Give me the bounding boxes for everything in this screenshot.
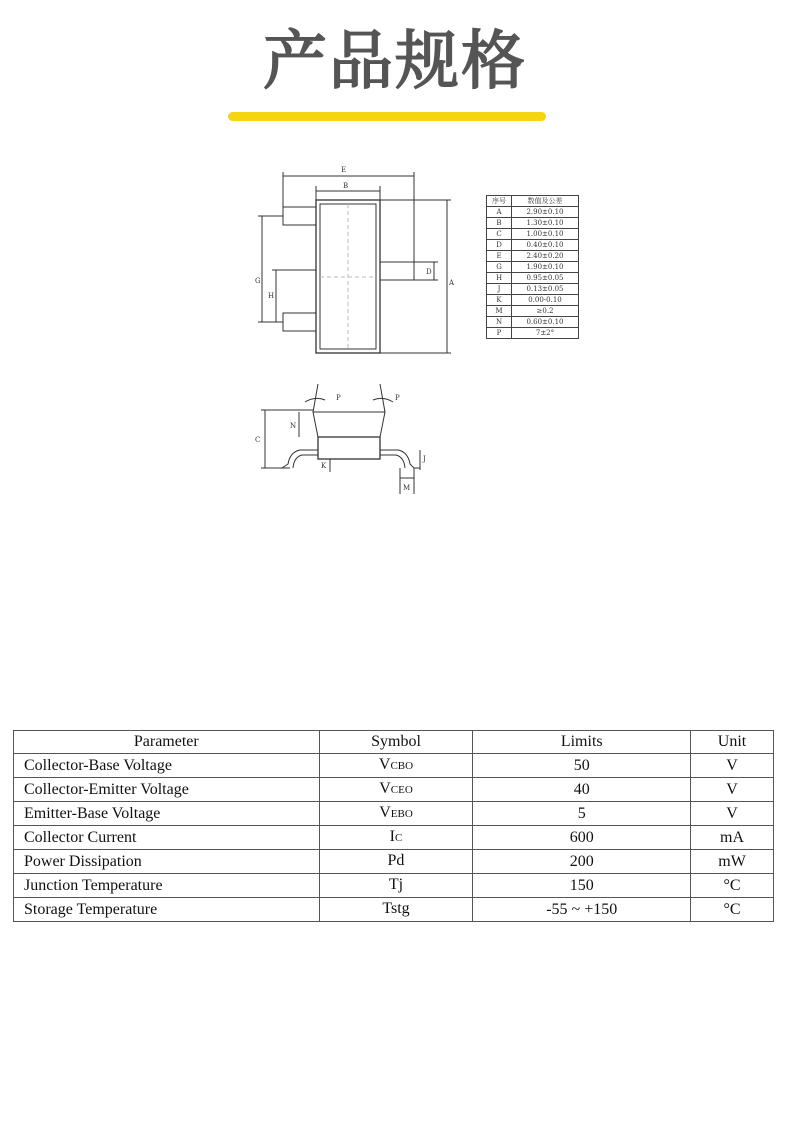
spec-parameter: Collector-Emitter Voltage: [14, 778, 320, 802]
spec-symbol: [319, 874, 473, 898]
page-title: 产品规格: [263, 25, 527, 99]
dimension-key: B: [487, 218, 512, 229]
dim-label-g: G: [255, 277, 261, 285]
dim-label-c: C: [255, 436, 261, 444]
spec-row: [14, 778, 774, 802]
dim-label-p-right: P: [395, 394, 400, 402]
spec-parameter: Junction Temperature: [14, 874, 320, 898]
spec-symbol-main: Tj: [388, 876, 404, 893]
spec-unit: mW: [691, 850, 774, 874]
dimension-key: D: [487, 240, 512, 251]
spec-symbol-main: I: [389, 828, 395, 845]
dim-label-a: A: [449, 279, 455, 287]
spec-symbol: [319, 754, 473, 778]
header-unit: Unit: [691, 731, 774, 754]
spec-unit: V: [691, 802, 774, 826]
spec-row: [14, 826, 774, 850]
spec-limits: 40: [473, 778, 691, 802]
spec-limits: 50: [473, 754, 691, 778]
dim-label-e: E: [341, 166, 347, 174]
spec-limits: 5: [473, 802, 691, 826]
dimension-value: 1.00±0.10: [512, 229, 579, 240]
dimension-table-header: [487, 196, 579, 207]
spec-symbol-subscript: C: [394, 832, 403, 844]
dimension-value: 1.90±0.10: [512, 262, 579, 273]
dimension-table: [486, 195, 579, 339]
spec-row: [14, 850, 774, 874]
dimension-row: [487, 295, 579, 306]
specification-table: [13, 730, 774, 922]
dimension-row: [487, 328, 579, 339]
dimension-key: G: [487, 262, 512, 273]
dimension-header-key: 序号: [487, 196, 512, 207]
dimension-key: A: [487, 207, 512, 218]
dimension-value: 0.95±0.05: [512, 273, 579, 284]
spec-limits: -55 ~ +150: [473, 898, 691, 922]
spec-limits: 600: [473, 826, 691, 850]
spec-symbol-main: V: [379, 780, 391, 797]
spec-unit: V: [691, 754, 774, 778]
dimension-key: M: [487, 306, 512, 317]
spec-unit: °C: [691, 898, 774, 922]
dimension-key: P: [487, 328, 512, 339]
dim-label-m: M: [403, 484, 411, 492]
spec-parameter: Collector Current: [14, 826, 320, 850]
spec-symbol-subscript: CBO: [390, 760, 414, 772]
spec-row: [14, 898, 774, 922]
spec-symbol-main: Pd: [387, 852, 405, 869]
dimension-row: [487, 262, 579, 273]
spec-parameter: Collector-Base Voltage: [14, 754, 320, 778]
dimension-value: 2.90±0.10: [512, 207, 579, 218]
spec-parameter: Emitter-Base Voltage: [14, 802, 320, 826]
dimension-row: [487, 218, 579, 229]
spec-symbol-main: Tstg: [382, 900, 410, 917]
dimension-key: N: [487, 317, 512, 328]
spec-parameter: Storage Temperature: [14, 898, 320, 922]
spec-limits: 200: [473, 850, 691, 874]
dimension-value: 7±2°: [512, 328, 579, 339]
dimension-key: J: [487, 284, 512, 295]
spec-unit: V: [691, 778, 774, 802]
dimension-row: [487, 229, 579, 240]
dimension-value: 1.30±0.10: [512, 218, 579, 229]
dimension-row: [487, 317, 579, 328]
dimension-row: [487, 306, 579, 317]
header-symbol: Symbol: [319, 731, 473, 754]
dimension-value: 0.40±0.10: [512, 240, 579, 251]
dimension-row: [487, 207, 579, 218]
dimension-value: 0.60±0.10: [512, 317, 579, 328]
dimension-key: E: [487, 251, 512, 262]
spec-symbol: [319, 850, 473, 874]
spec-symbol: [319, 802, 473, 826]
dimension-value: 0.13±0.05: [512, 284, 579, 295]
spec-symbol-main: V: [378, 756, 391, 773]
dimension-header-value: 数值及公差: [512, 196, 579, 207]
dimension-value: 2.40±0.20: [512, 251, 579, 262]
spec-unit: °C: [691, 874, 774, 898]
spec-parameter: Power Dissipation: [14, 850, 320, 874]
spec-row: [14, 754, 774, 778]
dimension-key: H: [487, 273, 512, 284]
spec-symbol: [319, 826, 473, 850]
package-outline-drawing: [0, 0, 790, 520]
dimension-key: K: [487, 295, 512, 306]
spec-symbol-main: V: [379, 804, 391, 821]
dim-label-j: J: [423, 455, 426, 463]
dim-label-h: H: [268, 292, 275, 300]
header-limits: Limits: [473, 731, 691, 754]
spec-row: [14, 874, 774, 898]
dimension-row: [487, 284, 579, 295]
dimension-row: [487, 273, 579, 284]
dim-label-k: K: [321, 462, 327, 470]
spec-symbol-subscript: CEO: [390, 784, 413, 796]
dim-label-p-left: P: [336, 394, 341, 402]
dimension-value: 0.00-0.10: [512, 295, 579, 306]
top-view: [258, 172, 451, 353]
dimension-key: C: [487, 229, 512, 240]
spec-symbol: [319, 898, 473, 922]
header-parameter: Parameter: [14, 731, 320, 754]
dim-label-b: B: [343, 182, 349, 190]
dim-label-d: D: [426, 268, 432, 276]
dim-label-n: N: [290, 422, 297, 430]
spec-table-header: [14, 731, 774, 754]
dimension-row: [487, 240, 579, 251]
spec-limits: 150: [473, 874, 691, 898]
spec-symbol-subscript: EBO: [390, 808, 413, 820]
spec-symbol: [319, 778, 473, 802]
dimension-row: [487, 251, 579, 262]
dimension-value: ≥0.2: [512, 306, 579, 317]
spec-unit: mA: [691, 826, 774, 850]
spec-row: [14, 802, 774, 826]
